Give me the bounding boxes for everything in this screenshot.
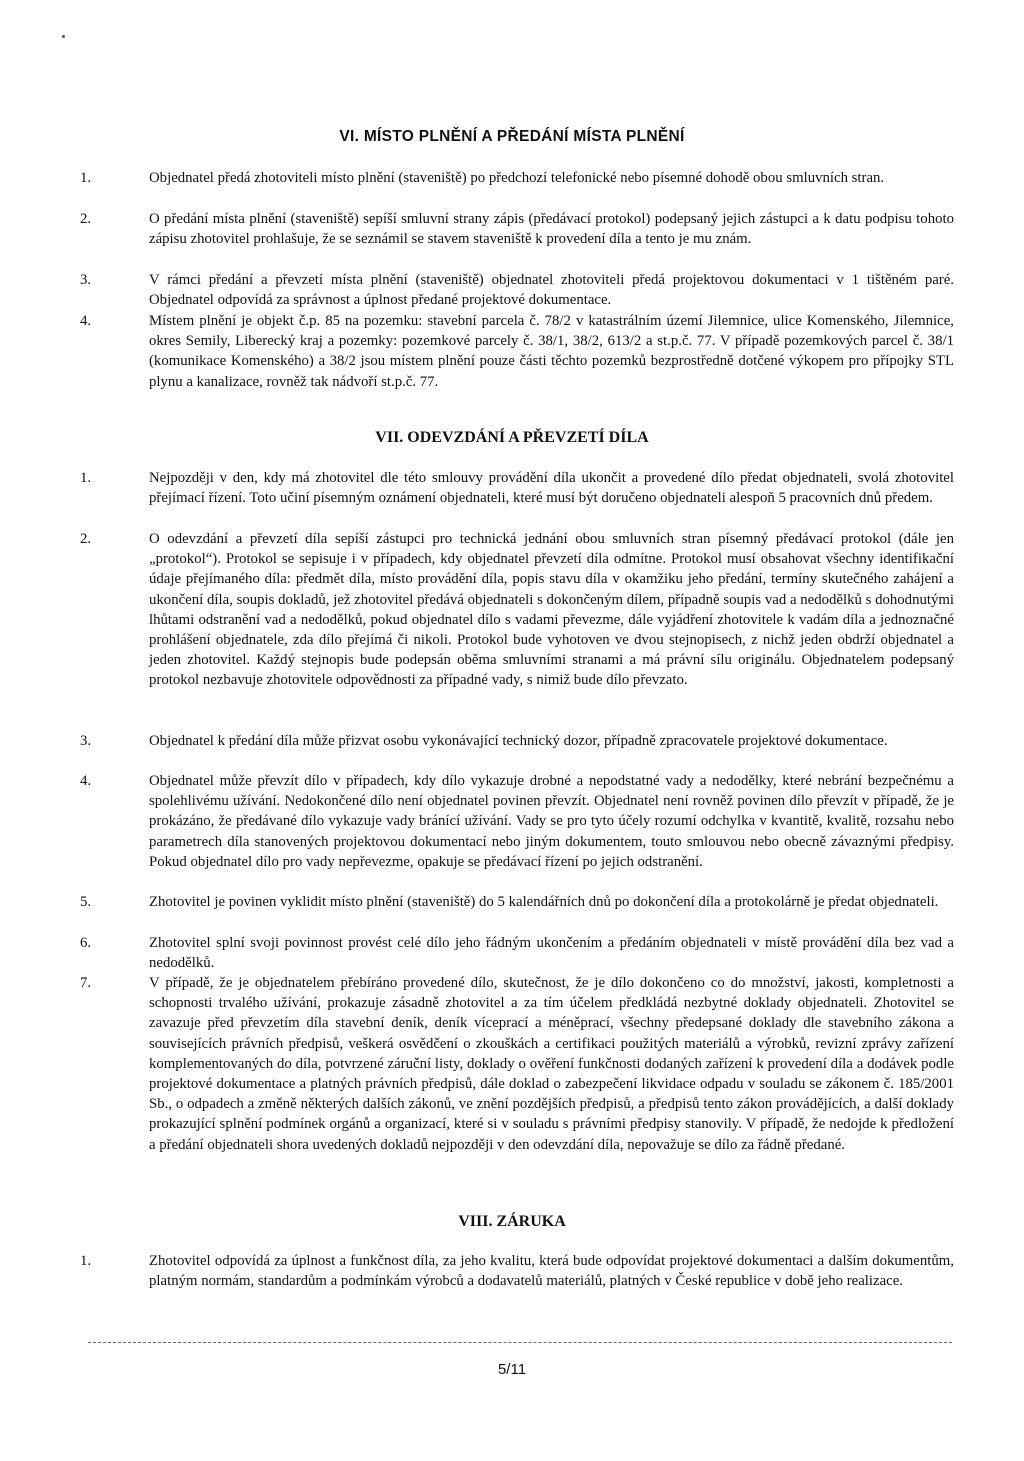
item-number: 3. [80, 272, 92, 288]
section-viii-title: VIII. ZÁRUKA [458, 1213, 566, 1230]
section-vi-item-4 [80, 311, 954, 392]
item-number: 1. [80, 1253, 92, 1269]
section-vii-item-2 [80, 529, 954, 691]
item-text: Zhotovitel splní svoji povinnost provést celé dílo jeho řádným ukončením a předáním objednateli v místě provádění díla bez vad a nedodělků. [149, 935, 954, 972]
item-text: O předání místa plnění (staveniště) sepíší smluvní strany zápis (předávací protokol) podepsaný jejich zástupci a k datu podpisu tohoto zápisu zhotovitel prohlašuje, že se seznámil se stavem staveniště k provedení díla a tento je mu znám. [149, 211, 954, 248]
section-vii-item-1 [80, 468, 954, 508]
section-vii-item-6 [80, 933, 954, 973]
item-number: 1. [80, 470, 92, 486]
item-text: Zhotovitel odpovídá za úplnost a funkčnost díla, za jeho kvalitu, která bude odpovídat projektové dokumentaci a dalším dokumentům, platným normám, standardům a podmínkám výrobců a dodavatelů materiálů, platných v České republice v době jeho realizace. [149, 1253, 954, 1290]
section-vi-item-3 [80, 270, 954, 310]
item-text: Zhotovitel je povinen vyklidit místo plnění (staveniště) do 5 kalendářních dnů po dokončení díla a protokolárně je předat objednateli. [149, 894, 939, 910]
section-vii-item-7 [80, 973, 954, 1155]
section-vii-title: VII. ODEVZDÁNÍ A PŘEVZETÍ DÍLA [375, 429, 649, 446]
item-number: 4. [80, 313, 92, 329]
section-viii-item-1 [80, 1251, 954, 1291]
item-text: Objednatel k předání díla může přizvat osobu vykonávající technický dozor, případně zpracovatele projektové dokumentace. [149, 733, 888, 749]
page-number: 5/11 [497, 1361, 527, 1378]
item-number: 4. [80, 773, 92, 789]
item-text: O odevzdání a převzetí díla sepíší zástupci pro technická jednání obou smluvních stran písemný předávací protokol (dále jen „protokol“). Protokol se sepisuje i v případech, kdy objednatel převzetí díla odmítne. Protokol musí obsahovat všechny identifikační údaje přejímaného díla: předmět díla, místo provádění díla, popis stavu díla v okamžiku jeho předání, termíny skutečného zahájení a ukončení díla, soupis dokladů, jež zhotovitel předává objednateli s dokončeným dílem, případně soupis vad a nedodělků s dohodnutými lhůtami odstranění vad a nedodělků, pokud objednatel dílo s vadami převezme, dále vyjádření zhotovitele k vadám díla a jednoznačné prohlášení objednatele, zda dílo přejímá či nikoli. Protokol bude vyhotoven ve dvou stejnopisech, z nichž jeden obdrží objednatel a jeden zhotovitel. Každý stejnopis bude podepsán oběma smluvními stranami a má právní sílu originálu. Objednatelem podepsaný protokol nezbavuje zhotovitele odpovědnosti za případné vady, s nimiž bude dílo převzato. [149, 531, 954, 689]
scan-speck [62, 35, 65, 38]
item-text: Nejpozději v den, kdy má zhotovitel dle této smlouvy provádění díla ukončit a provedené dílo předat objednateli, svolá zhotovitel přejímací řízení. Toto učiní písemným oznámení objednateli, které musí být doručeno objednateli alespoň 5 pracovních dnů předem. [149, 470, 954, 507]
section-vi-title: VI. MÍSTO PLNĚNÍ A PŘEDÁNÍ MÍSTA PLNĚNÍ [339, 128, 685, 145]
item-number: 2. [80, 211, 92, 227]
item-number: 2. [80, 531, 92, 547]
section-vii-item-5 [80, 892, 954, 912]
item-number: 1. [80, 170, 92, 186]
section-vi-item-1 [80, 168, 954, 188]
item-text: Objednatel předá zhotoviteli místo plnění (staveniště) po předchozí telefonické nebo písemné dohodě obou smluvních stran. [149, 170, 885, 186]
item-number: 6. [80, 935, 92, 951]
item-text: V případě, že je objednatelem přebíráno provedené dílo, skutečnost, že je dílo dokončeno co do množství, jakosti, kompletnosti a schopnosti trvalého užívání, prokazuje zásadně zhotovitel a za tím účelem předkládá nezbytné doklady objednateli. Zhotovitel se zavazuje před převzetím díla stavební deník, deník víceprací a méněprací, všechny předepsané doklady dle stavebního zákona a souvisejících právních předpisů, veškerá osvědčení o zkouškách a certifikaci použitých materiálů a výrobků, revizní zprávy zařízení komplementovaných do díla, potvrzené záruční listy, doklady o ověření funkčnosti dodaných zařízení k provedení díla a dodávek podle projektové dokumentace a platných právních předpisů, dále doklad o zabezpečení likvidace odpadu v souladu se zákonem č. 185/2001 Sb., o odpadech a změně některých dalších zákonů, ve znění pozdějších předpisů, a předpisů tento zákon provádějících, a další doklady prokazující splnění podmínek orgánů a organizací, které si v souladu s právními předpisy stanovily. V případě, že nedojde k předložení a předání objednateli shora uvedených dokladů nejpozději v den odevzdání díla, nepovažuje se dílo za řádně předané. [149, 975, 954, 1153]
item-number: 7. [80, 975, 92, 991]
section-vii-item-3 [80, 731, 954, 751]
section-vii-item-4 [80, 771, 954, 872]
item-number: 3. [80, 733, 92, 749]
section-vi-item-2 [80, 209, 954, 249]
footer-divider [88, 1342, 952, 1343]
item-text: Objednatel může převzít dílo v případech, kdy dílo vykazuje drobné a nepodstatné vady a nedodělky, které nebrání bezpečnému a spolehlivému užívání. Nedokončené dílo není objednatel povinen převzít. Objednatel není rovněž povinen dílo převzít v případě, že je prokázáno, že předávané dílo vykazuje vady bránící užívání. Vady se pro tyto účely rozumí odchylka v kvantitě, kvalitě, rozsahu nebo parametrech díla stanovených projektovou dokumentací nebo jiným dokumentem, touto smlouvou nebo obecně závaznými předpisy. Pokud objednatel dílo pro vady nepřevezme, opakuje se předávací řízení po jejich odstranění. [149, 773, 954, 870]
item-text: V rámci předání a převzetí místa plnění (staveniště) objednatel zhotoviteli předá projektovou dokumentaci v 1 tištěném paré. Objednatel odpovídá za správnost a úplnost předané projektové dokumentace. [149, 272, 954, 309]
item-text: Místem plnění je objekt č.p. 85 na pozemku: stavební parcela č. 78/2 v katastrálním území Jilemnice, ulice Komenského, Jilemnice, okres Semily, Liberecký kraj a pozemky: pozemkové parcely č. 38/1, 38/2, 613/2 a st.p.č. 77. V případě pozemkových parcel č. 38/1 (komunikace Komenského) a 38/2 jsou místem plnění pouze části těchto pozemků bezprostředně dotčené výkopem pro přípojky STL plynu a kanalizace, rovněž tak nádvoří st.p.č. 77. [149, 313, 954, 390]
item-number: 5. [80, 894, 92, 910]
